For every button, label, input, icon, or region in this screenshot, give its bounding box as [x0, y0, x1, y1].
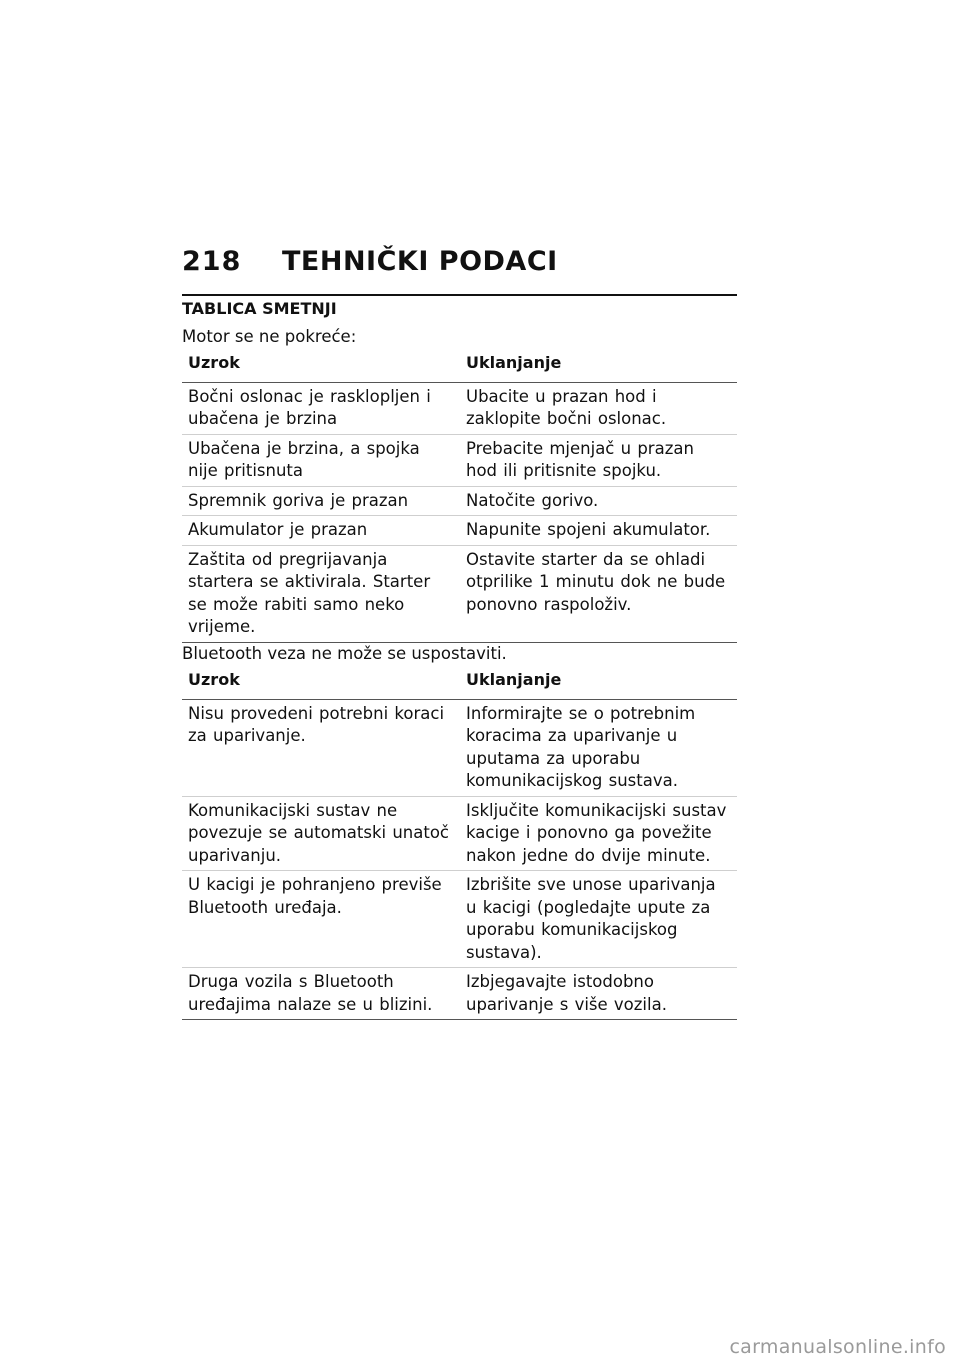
remedy-cell	[460, 968, 737, 1020]
cause-cell	[182, 486, 460, 516]
remedy-text: Isključite komunikacijski sustav kacige i ponovno ga povežite nakon jedne do dvije minute.	[466, 800, 727, 865]
cause-text: Akumulator je prazan	[188, 520, 368, 539]
remedy-cell	[460, 796, 737, 871]
table-row	[182, 796, 737, 871]
cause-cell	[182, 699, 460, 796]
remedy-text: Izbjegavajte istodobno uparivanje s više vozila.	[466, 972, 667, 1014]
table-1-intro: Motor se ne pokreće:	[182, 327, 357, 346]
cause-cell	[182, 871, 460, 968]
remedy-text: Napunite spojeni akumulator.	[466, 520, 711, 539]
cause-cell	[182, 434, 460, 486]
cause-cell	[182, 516, 460, 546]
remedy-cell	[460, 699, 737, 796]
table-row	[182, 968, 737, 1020]
engine-start-fault-table	[182, 351, 737, 643]
cause-text: U kacigi je pohranjeno previše Bluetooth uređaja.	[188, 875, 442, 917]
page-number: 218	[182, 246, 242, 277]
table-2-intro: Bluetooth veza ne može se uspostaviti.	[182, 644, 507, 663]
column-header-remedy: Uklanjanje	[460, 668, 737, 699]
cause-text: Ubačena je brzina, a spojka nije pritisnuta	[188, 438, 420, 480]
table-row	[182, 545, 737, 642]
remedy-cell	[460, 486, 737, 516]
table-row	[182, 516, 737, 546]
cause-text: Druga vozila s Bluetooth uređajima nalaze se u blizini.	[188, 972, 433, 1014]
remedy-cell	[460, 516, 737, 546]
cause-text: Komunikacijski sustav ne povezuje se automatski unatoč uparivanju.	[188, 800, 450, 865]
table-row	[182, 871, 737, 968]
remedy-text: Ubacite u prazan hod i zaklopite bočni oslonac.	[466, 386, 667, 428]
remedy-text: Prebacite mjenjač u prazan hod ili pritisnite spojku.	[466, 438, 694, 480]
remedy-cell	[460, 545, 737, 642]
page-header	[182, 246, 737, 286]
remedy-text: Informirajte se o potrebnim koracima za uparivanje u uputama za uporabu komunikacijskog sustava.	[466, 703, 696, 790]
table-header-row	[182, 668, 737, 699]
header-divider	[182, 294, 737, 296]
watermark: carmanualsonline.info	[729, 1336, 946, 1358]
table-row	[182, 382, 737, 434]
cause-text: Nisu provedeni potrebni koraci za uparivanje.	[188, 703, 445, 745]
remedy-text: Ostavite starter da se ohladi otprilike 1 minutu dok ne bude ponovno raspoloživ.	[466, 549, 726, 614]
chapter-title: TEHNIČKI PODACI	[282, 246, 558, 277]
cause-cell	[182, 545, 460, 642]
remedy-cell	[460, 382, 737, 434]
cause-text: Spremnik goriva je prazan	[188, 490, 409, 510]
cause-cell	[182, 796, 460, 871]
table-header-row	[182, 351, 737, 382]
cause-text: Bočni oslonac je rasklopljen i ubačena je brzina	[188, 386, 431, 428]
remedy-cell	[460, 434, 737, 486]
table-row	[182, 486, 737, 516]
section-title: TABLICA SMETNJI	[182, 299, 337, 318]
column-header-cause: Uzrok	[182, 351, 460, 382]
column-header-cause: Uzrok	[182, 668, 460, 699]
table-row	[182, 434, 737, 486]
remedy-text: Natočite gorivo.	[466, 490, 599, 510]
remedy-text: Izbrišite sve unose uparivanja u kacigi (pogledajte upute za uporabu komunikacijskog sustava).	[466, 875, 716, 962]
cause-text: Zaštita od pregrijavanja startera se aktivirala. Starter se može rabiti samo neko vrijeme.	[188, 549, 431, 636]
cause-cell	[182, 382, 460, 434]
column-header-remedy: Uklanjanje	[460, 351, 737, 382]
remedy-cell	[460, 871, 737, 968]
cause-cell	[182, 968, 460, 1020]
bluetooth-fault-table	[182, 668, 737, 1020]
table-row	[182, 699, 737, 796]
